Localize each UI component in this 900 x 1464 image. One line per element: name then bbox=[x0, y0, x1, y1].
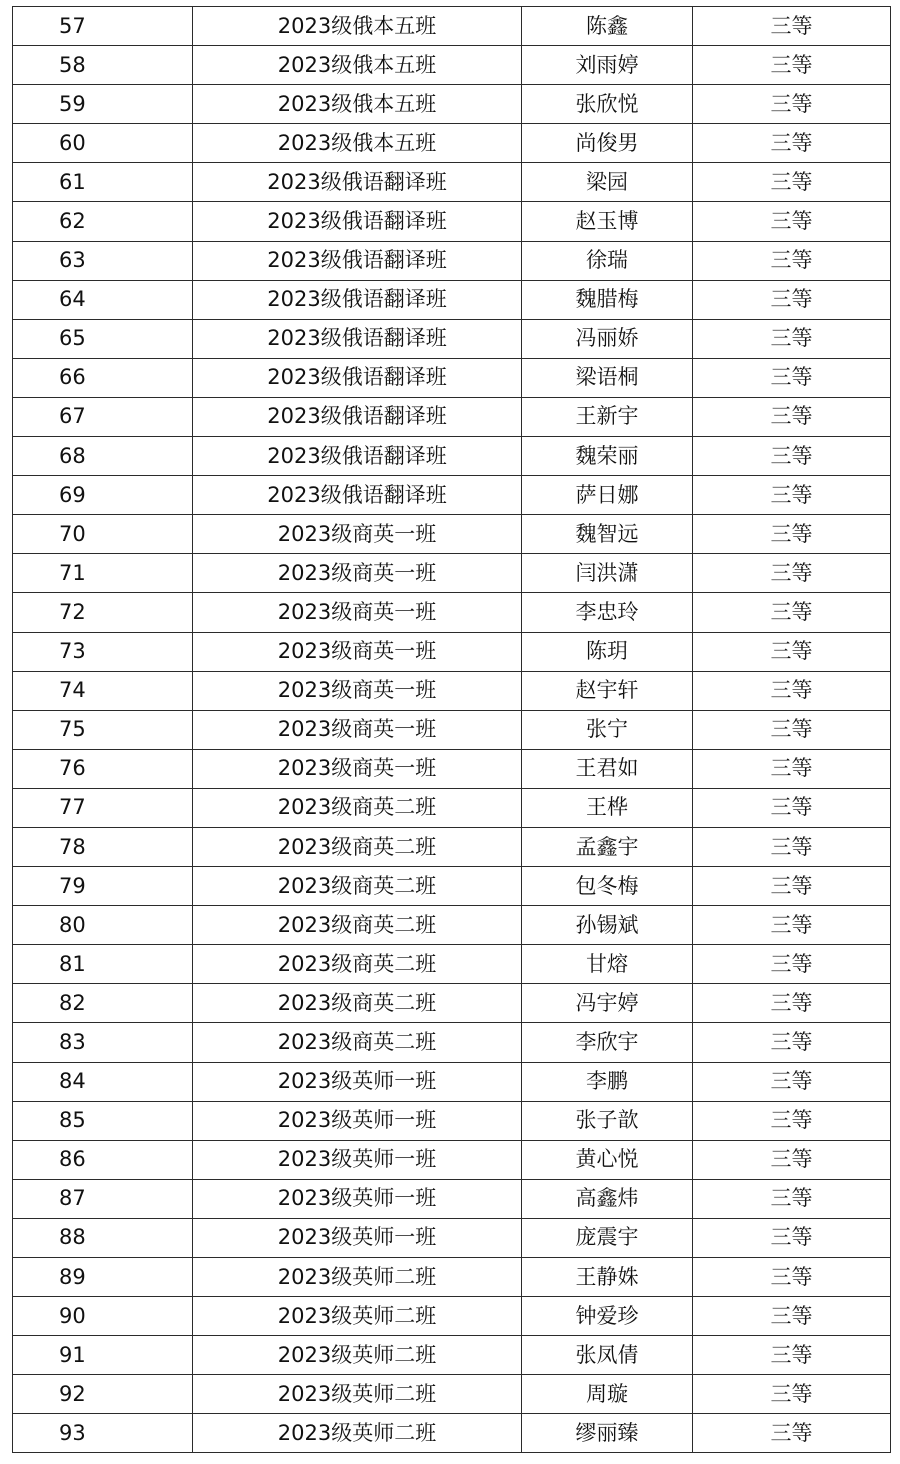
table-row bbox=[13, 984, 891, 1023]
row-number-cell: 64 bbox=[13, 280, 193, 319]
table-row bbox=[13, 437, 891, 476]
row-number-cell: 66 bbox=[13, 358, 193, 397]
award-level-cell: 三等 bbox=[693, 867, 891, 906]
class-name-cell: 2023级英师二班 bbox=[193, 1297, 522, 1336]
award-level-cell: 三等 bbox=[693, 945, 891, 984]
student-name-cell: 萨日娜 bbox=[522, 476, 693, 515]
table-row bbox=[13, 7, 891, 46]
award-level-cell: 三等 bbox=[693, 1101, 891, 1140]
table-row bbox=[13, 124, 891, 163]
class-name-cell: 2023级俄语翻译班 bbox=[193, 280, 522, 319]
row-number-cell: 72 bbox=[13, 593, 193, 632]
award-level-cell: 三等 bbox=[693, 437, 891, 476]
table-row bbox=[13, 280, 891, 319]
table-row bbox=[13, 1218, 891, 1257]
award-level-cell: 三等 bbox=[693, 1179, 891, 1218]
award-table bbox=[12, 6, 891, 1453]
row-number-cell: 88 bbox=[13, 1218, 193, 1257]
student-name-cell: 张欣悦 bbox=[522, 85, 693, 124]
row-number-cell: 81 bbox=[13, 945, 193, 984]
class-name-cell: 2023级商英一班 bbox=[193, 710, 522, 749]
class-name-cell: 2023级俄语翻译班 bbox=[193, 437, 522, 476]
award-level-cell: 三等 bbox=[693, 46, 891, 85]
table-row bbox=[13, 358, 891, 397]
row-number-cell: 84 bbox=[13, 1062, 193, 1101]
student-name-cell: 冯宇婷 bbox=[522, 984, 693, 1023]
row-number-cell: 57 bbox=[13, 7, 193, 46]
award-level-cell: 三等 bbox=[693, 202, 891, 241]
class-name-cell: 2023级英师一班 bbox=[193, 1179, 522, 1218]
student-name-cell: 甘熔 bbox=[522, 945, 693, 984]
table-row bbox=[13, 906, 891, 945]
student-name-cell: 孟鑫宇 bbox=[522, 827, 693, 866]
table-row bbox=[13, 1140, 891, 1179]
table-row bbox=[13, 1179, 891, 1218]
student-name-cell: 包冬梅 bbox=[522, 867, 693, 906]
class-name-cell: 2023级商英二班 bbox=[193, 827, 522, 866]
student-name-cell: 黄心悦 bbox=[522, 1140, 693, 1179]
class-name-cell: 2023级商英二班 bbox=[193, 945, 522, 984]
row-number-cell: 89 bbox=[13, 1258, 193, 1297]
award-level-cell: 三等 bbox=[693, 710, 891, 749]
student-name-cell: 高鑫炜 bbox=[522, 1179, 693, 1218]
row-number-cell: 59 bbox=[13, 85, 193, 124]
award-level-cell: 三等 bbox=[693, 1218, 891, 1257]
student-name-cell: 魏荣丽 bbox=[522, 437, 693, 476]
class-name-cell: 2023级俄语翻译班 bbox=[193, 241, 522, 280]
row-number-cell: 76 bbox=[13, 749, 193, 788]
student-name-cell: 冯丽娇 bbox=[522, 319, 693, 358]
row-number-cell: 83 bbox=[13, 1023, 193, 1062]
student-name-cell: 魏腊梅 bbox=[522, 280, 693, 319]
row-number-cell: 62 bbox=[13, 202, 193, 241]
row-number-cell: 77 bbox=[13, 788, 193, 827]
student-name-cell: 闫洪潇 bbox=[522, 554, 693, 593]
award-level-cell: 三等 bbox=[693, 554, 891, 593]
table-row bbox=[13, 749, 891, 788]
award-level-cell: 三等 bbox=[693, 906, 891, 945]
row-number-cell: 71 bbox=[13, 554, 193, 593]
award-level-cell: 三等 bbox=[693, 85, 891, 124]
row-number-cell: 70 bbox=[13, 515, 193, 554]
class-name-cell: 2023级商英一班 bbox=[193, 593, 522, 632]
student-name-cell: 徐瑞 bbox=[522, 241, 693, 280]
table-row bbox=[13, 945, 891, 984]
class-name-cell: 2023级英师二班 bbox=[193, 1414, 522, 1453]
table-row bbox=[13, 515, 891, 554]
award-level-cell: 三等 bbox=[693, 358, 891, 397]
award-level-cell: 三等 bbox=[693, 671, 891, 710]
award-level-cell: 三等 bbox=[693, 827, 891, 866]
class-name-cell: 2023级俄语翻译班 bbox=[193, 397, 522, 436]
class-name-cell: 2023级商英二班 bbox=[193, 984, 522, 1023]
student-name-cell: 梁语桐 bbox=[522, 358, 693, 397]
student-name-cell: 赵玉博 bbox=[522, 202, 693, 241]
student-name-cell: 魏智远 bbox=[522, 515, 693, 554]
award-level-cell: 三等 bbox=[693, 476, 891, 515]
table-row bbox=[13, 85, 891, 124]
row-number-cell: 93 bbox=[13, 1414, 193, 1453]
student-name-cell: 陈鑫 bbox=[522, 7, 693, 46]
row-number-cell: 87 bbox=[13, 1179, 193, 1218]
award-level-cell: 三等 bbox=[693, 280, 891, 319]
class-name-cell: 2023级商英二班 bbox=[193, 1023, 522, 1062]
student-name-cell: 王桦 bbox=[522, 788, 693, 827]
table-row bbox=[13, 319, 891, 358]
class-name-cell: 2023级商英一班 bbox=[193, 632, 522, 671]
table-row bbox=[13, 1336, 891, 1375]
student-name-cell: 王君如 bbox=[522, 749, 693, 788]
table-row bbox=[13, 593, 891, 632]
award-level-cell: 三等 bbox=[693, 1375, 891, 1414]
table-row bbox=[13, 867, 891, 906]
class-name-cell: 2023级商英一班 bbox=[193, 554, 522, 593]
row-number-cell: 68 bbox=[13, 437, 193, 476]
row-number-cell: 92 bbox=[13, 1375, 193, 1414]
award-level-cell: 三等 bbox=[693, 1258, 891, 1297]
table-row bbox=[13, 710, 891, 749]
table-row bbox=[13, 1101, 891, 1140]
class-name-cell: 2023级俄语翻译班 bbox=[193, 358, 522, 397]
class-name-cell: 2023级俄语翻译班 bbox=[193, 202, 522, 241]
student-name-cell: 钟爱珍 bbox=[522, 1297, 693, 1336]
table-row bbox=[13, 788, 891, 827]
table-row bbox=[13, 202, 891, 241]
award-level-cell: 三等 bbox=[693, 1140, 891, 1179]
class-name-cell: 2023级英师一班 bbox=[193, 1101, 522, 1140]
row-number-cell: 85 bbox=[13, 1101, 193, 1140]
award-level-cell: 三等 bbox=[693, 319, 891, 358]
row-number-cell: 61 bbox=[13, 163, 193, 202]
class-name-cell: 2023级英师二班 bbox=[193, 1336, 522, 1375]
class-name-cell: 2023级商英二班 bbox=[193, 788, 522, 827]
table-row bbox=[13, 671, 891, 710]
class-name-cell: 2023级英师二班 bbox=[193, 1258, 522, 1297]
class-name-cell: 2023级英师一班 bbox=[193, 1062, 522, 1101]
row-number-cell: 90 bbox=[13, 1297, 193, 1336]
table-row bbox=[13, 241, 891, 280]
award-level-cell: 三等 bbox=[693, 984, 891, 1023]
table-row bbox=[13, 476, 891, 515]
student-name-cell: 缪丽臻 bbox=[522, 1414, 693, 1453]
student-name-cell: 李鹏 bbox=[522, 1062, 693, 1101]
table-row bbox=[13, 827, 891, 866]
table-row bbox=[13, 1023, 891, 1062]
row-number-cell: 63 bbox=[13, 241, 193, 280]
table-row bbox=[13, 1375, 891, 1414]
award-level-cell: 三等 bbox=[693, 1336, 891, 1375]
class-name-cell: 2023级英师一班 bbox=[193, 1218, 522, 1257]
table-row bbox=[13, 1062, 891, 1101]
student-name-cell: 李忠玲 bbox=[522, 593, 693, 632]
award-level-cell: 三等 bbox=[693, 397, 891, 436]
row-number-cell: 58 bbox=[13, 46, 193, 85]
student-name-cell: 李欣宇 bbox=[522, 1023, 693, 1062]
student-name-cell: 王新宇 bbox=[522, 397, 693, 436]
class-name-cell: 2023级俄本五班 bbox=[193, 85, 522, 124]
student-name-cell: 王静姝 bbox=[522, 1258, 693, 1297]
award-level-cell: 三等 bbox=[693, 1297, 891, 1336]
class-name-cell: 2023级俄语翻译班 bbox=[193, 163, 522, 202]
student-name-cell: 刘雨婷 bbox=[522, 46, 693, 85]
award-level-cell: 三等 bbox=[693, 1062, 891, 1101]
table-row bbox=[13, 397, 891, 436]
student-name-cell: 张子歆 bbox=[522, 1101, 693, 1140]
class-name-cell: 2023级俄本五班 bbox=[193, 7, 522, 46]
award-level-cell: 三等 bbox=[693, 593, 891, 632]
row-number-cell: 74 bbox=[13, 671, 193, 710]
award-level-cell: 三等 bbox=[693, 163, 891, 202]
class-name-cell: 2023级俄语翻译班 bbox=[193, 319, 522, 358]
class-name-cell: 2023级英师一班 bbox=[193, 1140, 522, 1179]
table-row bbox=[13, 46, 891, 85]
award-level-cell: 三等 bbox=[693, 515, 891, 554]
student-name-cell: 庞震宇 bbox=[522, 1218, 693, 1257]
row-number-cell: 69 bbox=[13, 476, 193, 515]
student-name-cell: 张宁 bbox=[522, 710, 693, 749]
table-row bbox=[13, 1414, 891, 1453]
class-name-cell: 2023级商英二班 bbox=[193, 906, 522, 945]
row-number-cell: 91 bbox=[13, 1336, 193, 1375]
class-name-cell: 2023级商英二班 bbox=[193, 867, 522, 906]
student-name-cell: 孙锡斌 bbox=[522, 906, 693, 945]
award-level-cell: 三等 bbox=[693, 1414, 891, 1453]
table-row bbox=[13, 1258, 891, 1297]
class-name-cell: 2023级商英一班 bbox=[193, 515, 522, 554]
class-name-cell: 2023级商英一班 bbox=[193, 671, 522, 710]
award-level-cell: 三等 bbox=[693, 632, 891, 671]
student-name-cell: 尚俊男 bbox=[522, 124, 693, 163]
table-row bbox=[13, 554, 891, 593]
row-number-cell: 82 bbox=[13, 984, 193, 1023]
award-level-cell: 三等 bbox=[693, 124, 891, 163]
award-table-body bbox=[13, 7, 891, 1453]
table-row bbox=[13, 163, 891, 202]
award-level-cell: 三等 bbox=[693, 749, 891, 788]
row-number-cell: 60 bbox=[13, 124, 193, 163]
class-name-cell: 2023级俄本五班 bbox=[193, 124, 522, 163]
award-level-cell: 三等 bbox=[693, 241, 891, 280]
award-level-cell: 三等 bbox=[693, 7, 891, 46]
row-number-cell: 80 bbox=[13, 906, 193, 945]
award-level-cell: 三等 bbox=[693, 1023, 891, 1062]
class-name-cell: 2023级商英一班 bbox=[193, 749, 522, 788]
row-number-cell: 78 bbox=[13, 827, 193, 866]
row-number-cell: 75 bbox=[13, 710, 193, 749]
student-name-cell: 陈玥 bbox=[522, 632, 693, 671]
row-number-cell: 86 bbox=[13, 1140, 193, 1179]
student-name-cell: 赵宇轩 bbox=[522, 671, 693, 710]
class-name-cell: 2023级英师二班 bbox=[193, 1375, 522, 1414]
row-number-cell: 65 bbox=[13, 319, 193, 358]
student-name-cell: 张凤倩 bbox=[522, 1336, 693, 1375]
class-name-cell: 2023级俄本五班 bbox=[193, 46, 522, 85]
row-number-cell: 73 bbox=[13, 632, 193, 671]
row-number-cell: 67 bbox=[13, 397, 193, 436]
student-name-cell: 周璇 bbox=[522, 1375, 693, 1414]
student-name-cell: 梁园 bbox=[522, 163, 693, 202]
class-name-cell: 2023级俄语翻译班 bbox=[193, 476, 522, 515]
award-level-cell: 三等 bbox=[693, 788, 891, 827]
table-row bbox=[13, 632, 891, 671]
table-row bbox=[13, 1297, 891, 1336]
row-number-cell: 79 bbox=[13, 867, 193, 906]
